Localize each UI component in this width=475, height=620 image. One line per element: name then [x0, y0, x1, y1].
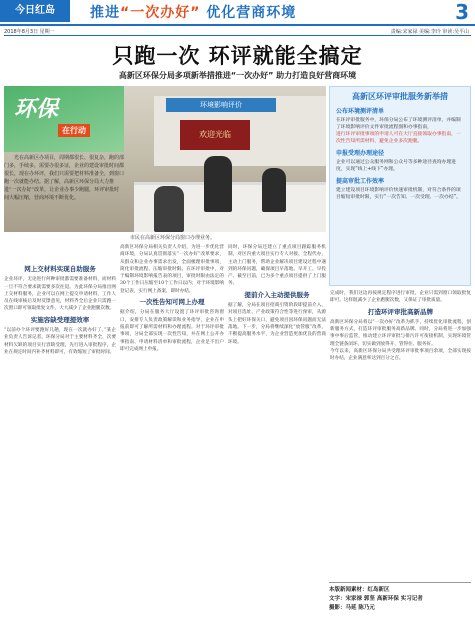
- article-column-1: [4, 262, 116, 616]
- editors-line: 责编:宋家禄 美编:李玲 审读:吴平山: [390, 29, 469, 35]
- article-column-2: [120, 244, 224, 616]
- photo-person: [262, 168, 286, 212]
- credits-line: 本版新闻素材：红岛新区: [329, 587, 390, 593]
- article-paragraph: 今年以来，高新区环保分局共受理环评审批事项百余项，全部实现按时办结，企业满意率达到百分之百。: [330, 349, 471, 362]
- credits-block: [329, 582, 471, 614]
- article-column-4: [330, 290, 471, 580]
- masthead: [0, 0, 475, 26]
- box-highlight-paragraph: 进行环评审批事项的申请人可在大厅直接领取办事指南，一次性告知所需材料，避免企业多次跑腿。: [336, 132, 461, 144]
- article-paragraph: 企业环评，无论进行何种审批都需要准备材料，而材料一旦不符合要求就需要多次往返。为此环保分局推出网上交材料服务，企业可以在网上提交申请材料，工作人员在线审核后及时反馈意见，材料齐全后企业只需跑一次窗口即可领取批复文件，大大减少了企业跑腿次数。: [4, 277, 116, 312]
- lead-paragraph: 光在高新区办项目，周期都很长、很复杂，跑的部门多，手续多，需要办很多证，企业的建设审批时间都很长，现在办环评，我们只需要把材料准备全，到窗口跑一次就能办结。据了解，高新区环保分局大力推进“一次办好”改革，让企业办事少跑腿，环评审批时间大幅压缩，营商环境不断优化。: [4, 155, 125, 201]
- subheadline: 高新区环保分局多项新举措推进“一次办好” 助力打造良好营商环境: [118, 71, 357, 80]
- section-heading: 打造环评审批高新品牌: [368, 307, 433, 316]
- article-paragraph: 同时，环保分局还建立了重点项目跟踪服务机制，对区内重大项目实行专人对接、全程代办，主动上门服务，帮助企业解决项目建设过程中遇到的环保问题，确保项目早落地、早开工、早投产。截至目前，已为多个重点项目提供了上门服务。: [228, 245, 326, 287]
- page-number: 3: [455, 0, 469, 24]
- article-paragraph: 高新区环保分局将以“一次办好”改革为抓手，持续优化审批流程，创新服务方式，打造环评审批服务高新品牌。同时，分局将进一步加强事中事后监管，推动建立环评审批与排污许可衔接机制，实现环境管理全链条闭环，切实做到放得开、管得住、服务好。: [330, 319, 471, 347]
- box-title: 高新区环评审批服务新举措: [352, 92, 448, 101]
- newspaper-logo: 今日红岛: [0, 0, 70, 22]
- credits-line: 文字：宋家禄 郭坚 高新环保 实习记者: [329, 596, 423, 602]
- box-subheading: 公布环境测评清单: [336, 108, 385, 115]
- box-paragraph: 在环评审批服务中，环保分局公布了环境测评清单，并编制了环境影响评价文件审批流程图和办事指南，: [336, 118, 461, 130]
- topic-highlight: “一次办好”: [120, 5, 201, 21]
- topic-suffix: 优化营商环境: [206, 5, 297, 21]
- section-topic: [90, 2, 296, 22]
- article-paragraph: 据介绍，分局在服务大厅设置了环评审批咨询窗口，安排专人负责政策解读和业务指导，企业在申报前即可了解所需材料和办理流程。对于环评审批事项，分局全部实现一次性告知，并在网上公开办事指南、申请材料清单和审批流程，企业足不出户即可完成网上申报。: [120, 310, 224, 352]
- article-column-3: [228, 244, 326, 616]
- box-paragraph: 企业可以通过公众服务网和公众号等多种途径查询办理进度，实现“线上+线下”办理。: [336, 160, 456, 172]
- section-heading: 提前介入主动提供服务: [244, 290, 310, 299]
- eco-banner-word: 环保: [14, 97, 59, 122]
- box-subheading: 申报受理办理途径: [336, 150, 385, 157]
- photo-person: [204, 156, 232, 212]
- article-paragraph: 完成时，我们这边再按规定程序进行审批，企业只需到窗口领取批复即可。这样既减少了企业跑腿次数，又保证了审批质量。: [330, 291, 471, 304]
- photo-person: [154, 186, 184, 232]
- headline: 只跑一次 环评就能全搞定: [112, 43, 363, 68]
- article-paragraph: “以前办个环评要跑好几趟，现在一次就办好了。”某企业负责人告诉记者。环保分局对于主要材料齐全、次要材料欠缺的项目实行容缺受理，先行进入审批程序，企业在规定时间内补齐材料即可，有效缩短了审批时间。: [4, 328, 116, 355]
- dateline: 2018年8月3日 星期一: [4, 29, 55, 35]
- header-rule: [4, 35, 471, 36]
- eco-banner: [4, 86, 124, 152]
- section-heading: 一次性告知可网上办理: [139, 298, 205, 307]
- section-heading: 网上交材料实现自助服务: [24, 265, 96, 273]
- credits-line: 摄影：马延 陈乃元: [329, 605, 375, 611]
- section-heading: 实施容缺受理提效率: [30, 315, 90, 324]
- service-measures-box: [329, 86, 471, 286]
- eco-banner-tag: 在行动: [58, 124, 90, 137]
- article-paragraph: 高新区环保分局相关负责人介绍，为进一步优化营商环境，分局认真贯彻落实“一次办好”改革要求，从群众和企业办事需求出发，全面梳理审批事项，简化审批流程，压缩审批时限。在环评审批中，对于编制环境影响报告表的项目，审批时限由法定的30个工作日压缩至10个工作日以内；对于环境影响登记表，实行网上备案，即时办结。: [120, 245, 224, 294]
- photo-caption: 市民在高新区环保分局窗口办理业务。: [130, 235, 216, 241]
- article-paragraph: 据了解，分局在项目招商引资阶段即提前介入，对项目选址、产业政策符合性等进行预审，从源头上把好环保关口，避免项目因环保问题而无法落地。下一步，分局将继续深化“放管服”改革，不断提高服务水平，为企业营造更加优良的营商环境。: [228, 303, 326, 345]
- topic-prefix: 推进: [90, 5, 120, 21]
- box-subheading: 提高审批工作效率: [336, 178, 385, 185]
- photo-wall-label: 环境影响评价: [166, 98, 276, 112]
- photo-sign: 欢迎光临: [180, 120, 250, 150]
- box-paragraph: 建立建设项目环境影响评价快速审批机制，对符合条件的项目缩短审批时限，实行“一次告知、一次受理、一次办结”。: [336, 188, 461, 200]
